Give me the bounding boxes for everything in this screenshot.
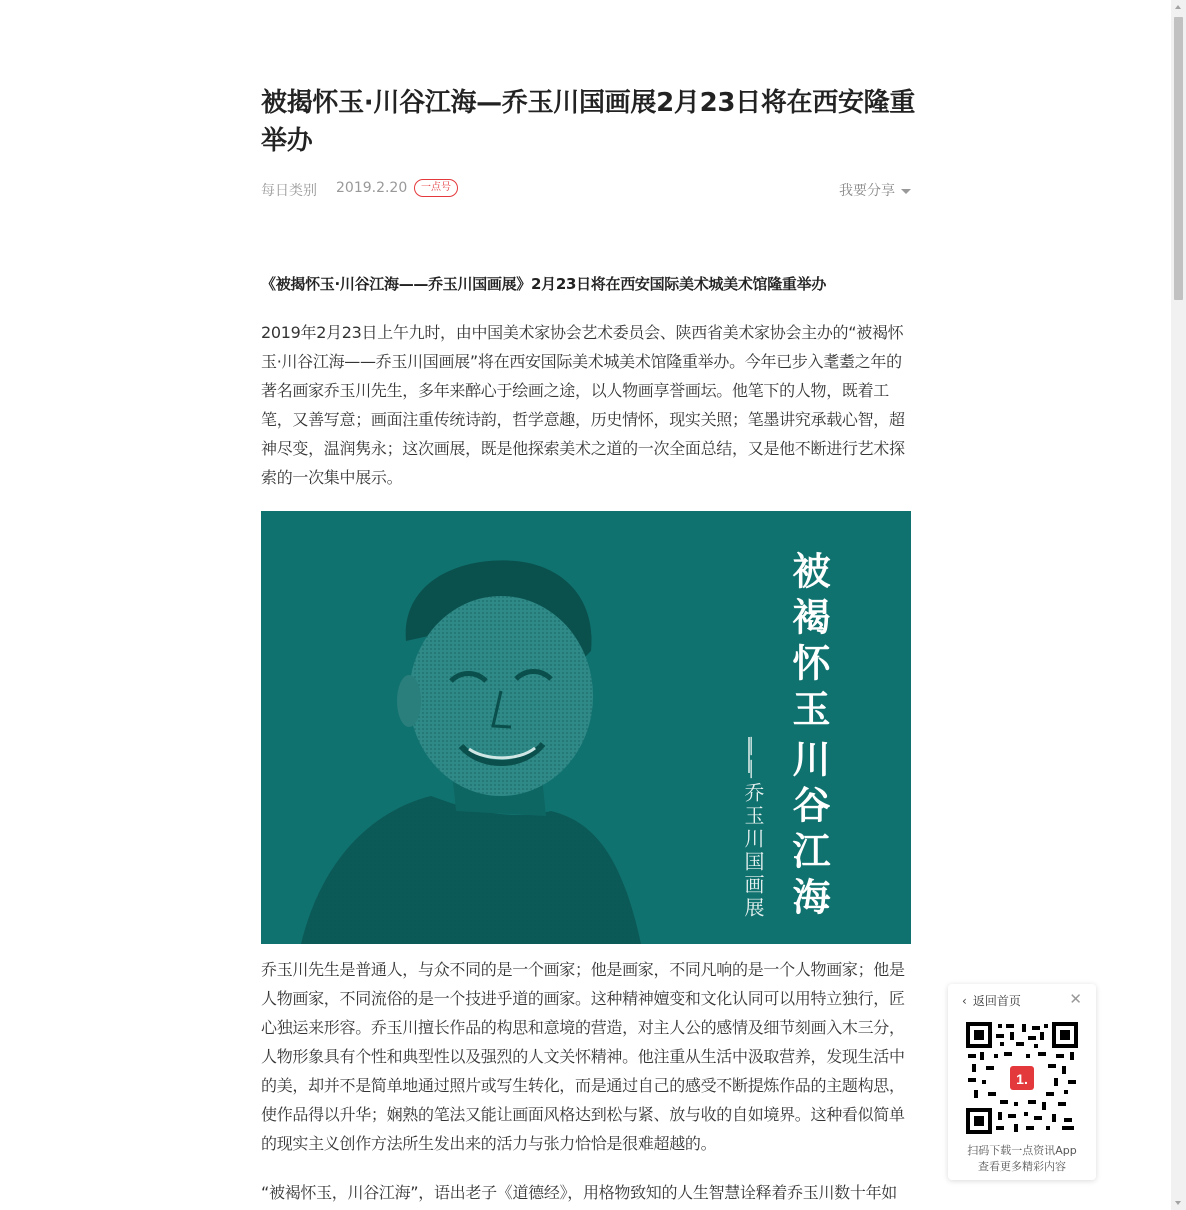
app-download-panel: [948, 984, 1096, 1180]
caret-down-icon: [901, 189, 911, 194]
paragraph-2: 乔玉川先生是普通人，与众不同的是一个画家；他是画家，不同凡响的是一个人物画家；他是人物画家，不同流俗的是一个技进乎道的画家。这种精神嬗变和文化认同可以用特立独行，匠心独运来形容。乔玉川擅长作品的构思和意境的营造，对主人公的感情及细节刻画入木三分，人物形象具有个性和典型性以及强烈的人文关怀精神。他注重从生活中汲取营养，发现生活中的美，却并不是简单地通过照片或写生转化，而是通过自己的感受不断提炼作品的主题构思，使作品得以升华；娴熟的笔法又能让画面风格达到松与紧、放与收的自如境界。这种看似简单的现实主义创作方法所生发出来的活力与张力恰恰是很难超越的。: [261, 960, 905, 1153]
close-icon[interactable]: ✕: [1069, 990, 1082, 1008]
publish-date: 2019.2.20: [336, 180, 408, 196]
poster-title-line2: 川谷江海: [786, 739, 831, 923]
article-meta: [261, 178, 911, 200]
paragraph-3: “被褐怀玉，川谷江海”，语出老子《道德经》，用格物致知的人生智慧诠释着乔玉川数十年如: [261, 1183, 897, 1202]
chevron-left-icon: ‹: [962, 994, 967, 1008]
article-title: 被揭怀玉·川谷江海—乔玉川国画展2月23日将在西安隆重举办: [261, 88, 916, 156]
paragraph-1: 2019年2月23日上午九时，由中国美术家协会艺术委员会、陕西省美术家协会主办的“被褐怀玉·川谷江海——乔玉川国画展”将在西安国际美术城美术馆隆重举办。今年已步入耄耋之年的著名画家乔玉川先生，多年来醉心于绘画之途，以人物画享誉画坛。他笔下的人物，既着工笔，又善写意；画面注重传统诗韵，哲学意趣，历史情怀，现实关照；笔墨讲究承载心智，超神尽变，温润隽永；这次画展，既是他探索美术之道的一次全面总结，又是他不断进行艺术探索的一次集中展示。: [261, 323, 905, 487]
poster-title-line1: 被褐怀玉: [786, 551, 831, 735]
vertical-scrollbar[interactable]: [1171, 0, 1186, 1210]
back-home-button[interactable]: [962, 992, 1021, 1009]
share-label: 我要分享: [839, 183, 895, 199]
scroll-down-arrow-icon[interactable]: [1175, 1201, 1181, 1205]
source-badge: 一点号: [414, 179, 458, 197]
category-link[interactable]: 每日类别: [261, 183, 317, 199]
exhibition-poster-image: [261, 511, 911, 944]
download-caption: [948, 1143, 1096, 1175]
qr-code-image: [966, 1022, 1078, 1134]
qr-logo-text: 1.: [1016, 1071, 1028, 1087]
lead-text: 《被揭怀玉·川谷江海——乔玉川国画展》2月23日将在西安国际美术城美术馆隆重举办: [261, 275, 827, 293]
caption-line-1: 扫码下载一点资讯App: [967, 1144, 1077, 1157]
poster-subtitle: ——乔玉川国画展: [741, 736, 765, 920]
scrollbar-thumb[interactable]: [1174, 17, 1183, 300]
caption-line-2: 查看更多精彩内容: [978, 1160, 1066, 1173]
scroll-up-arrow-icon[interactable]: [1175, 5, 1181, 9]
share-button[interactable]: [839, 180, 911, 200]
back-home-label: 返回首页: [972, 994, 1021, 1008]
